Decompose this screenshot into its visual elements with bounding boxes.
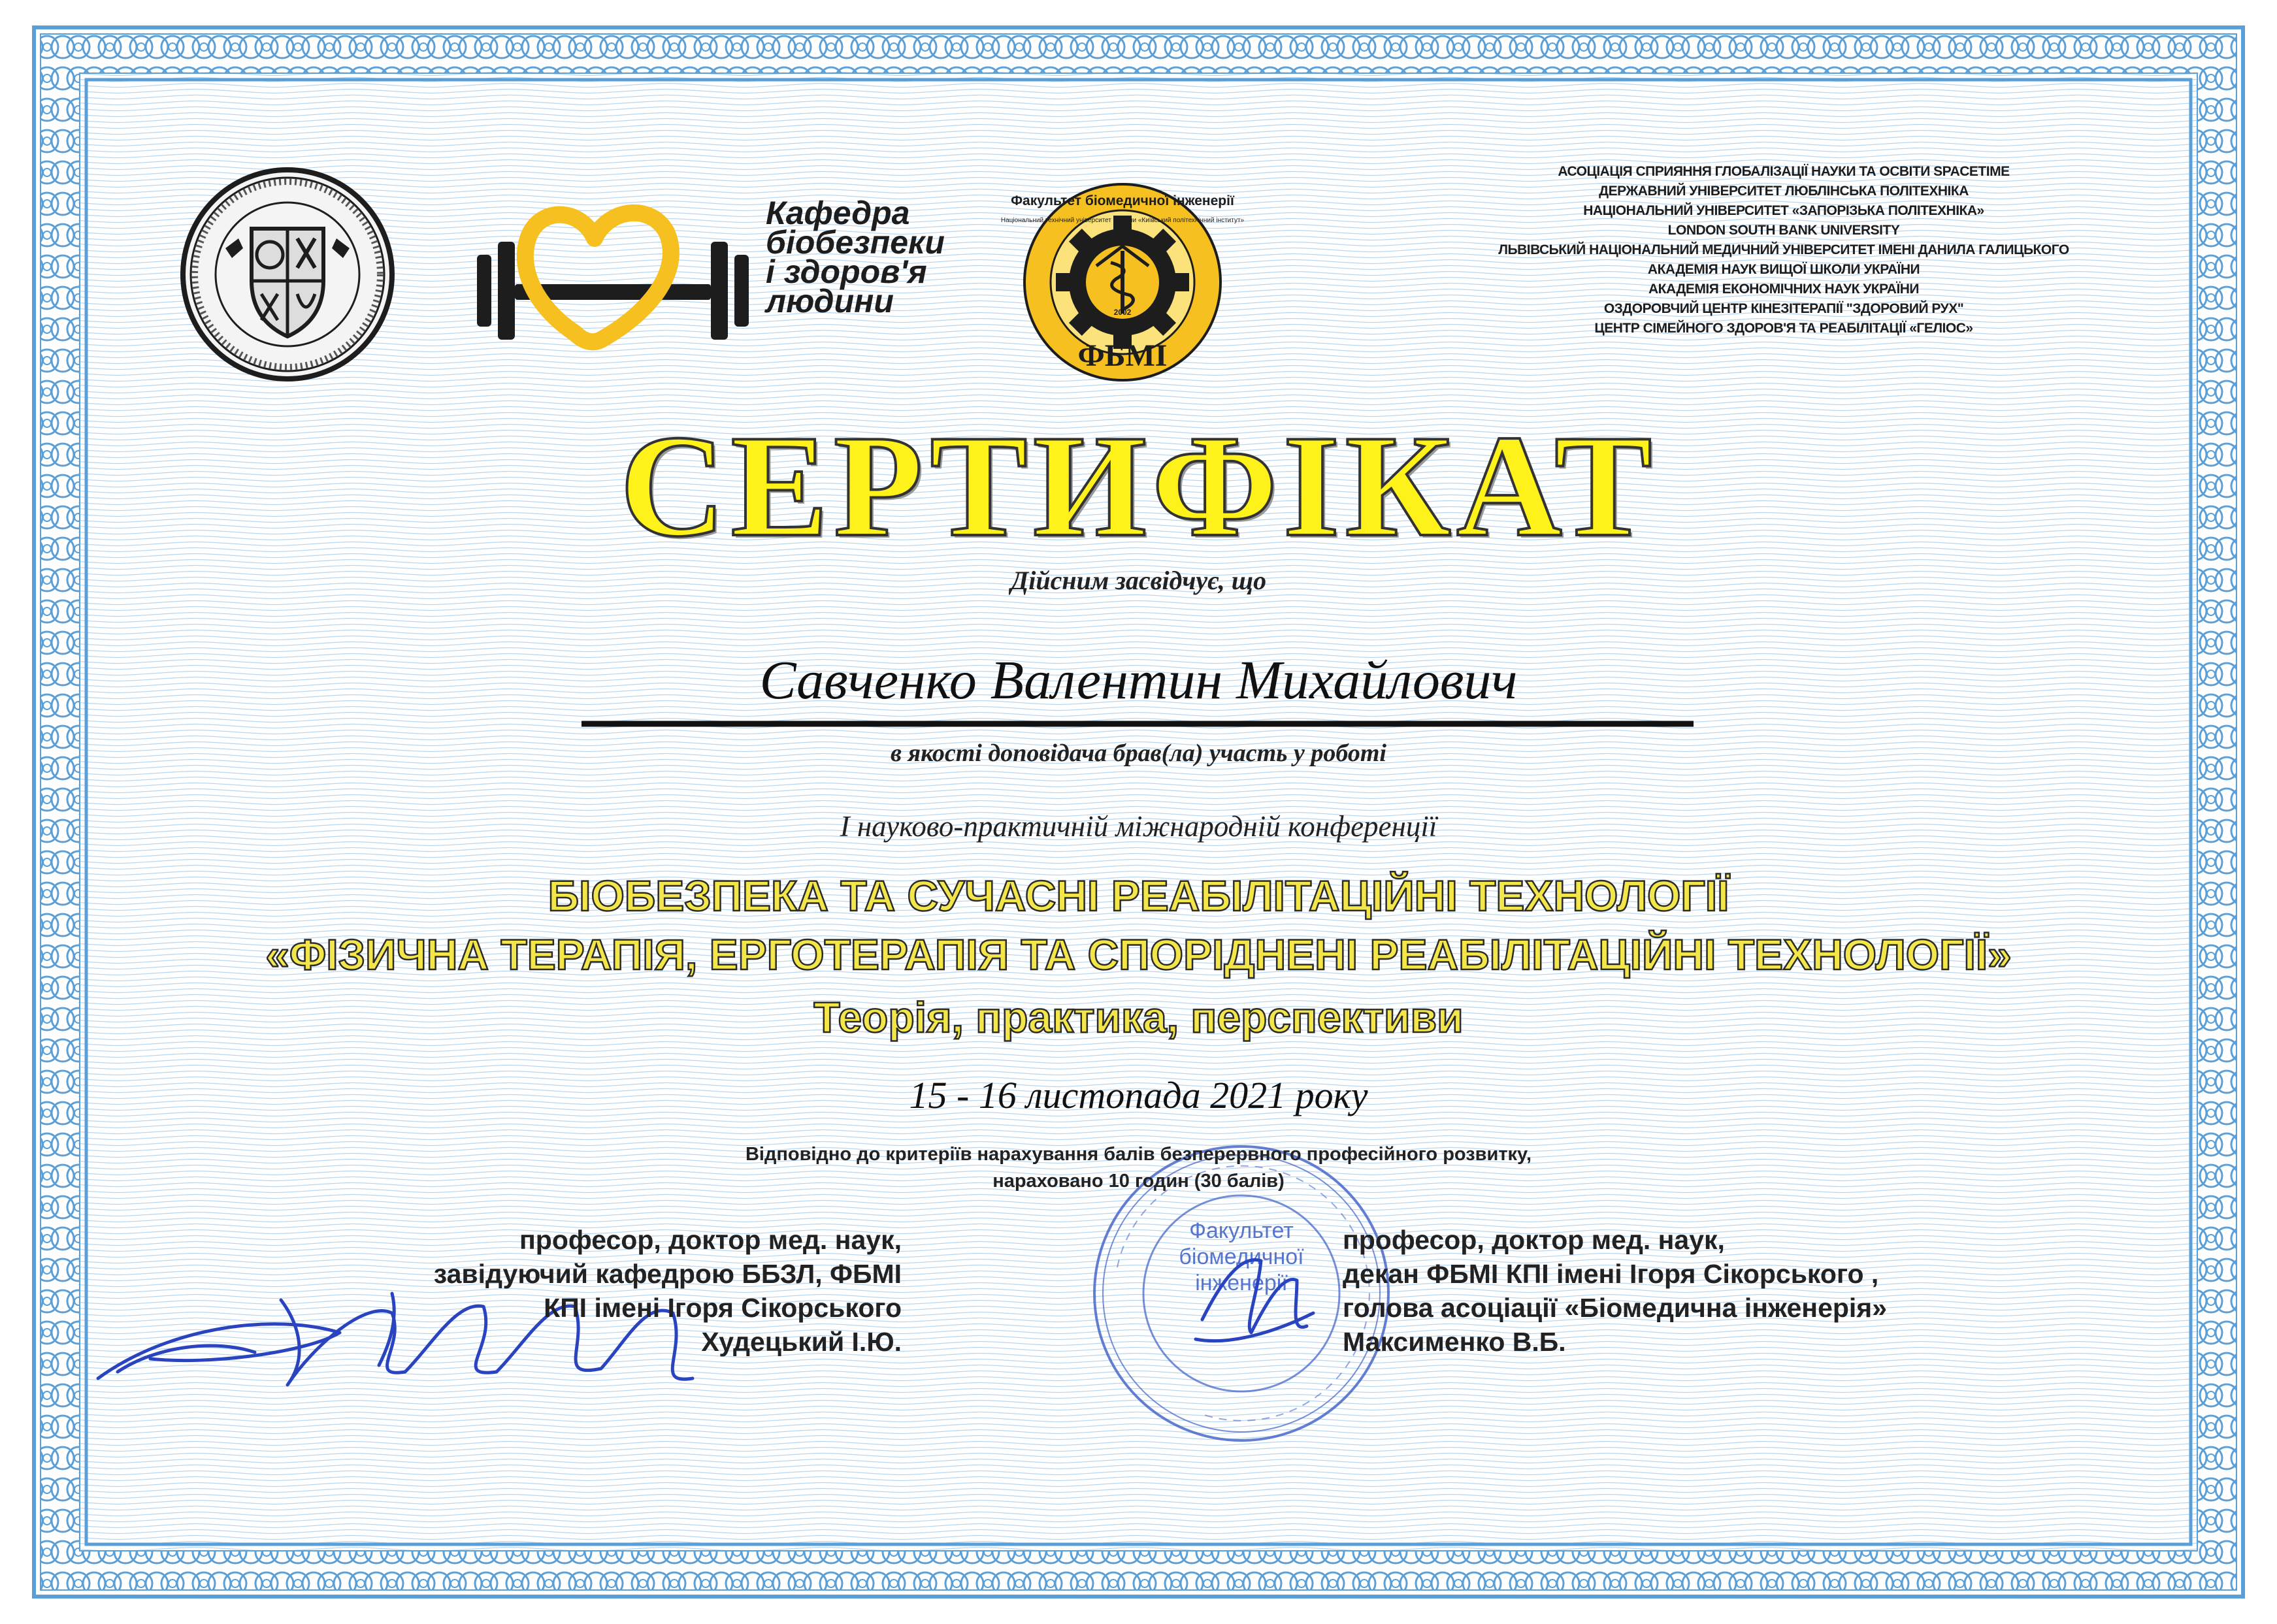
faculty-abbr: ФБМІ [1077,338,1168,373]
department-name [766,195,945,319]
right-signatory-association: голова асоціації «Біомедична інженерія» [1343,1293,1888,1323]
right-signatory-title: професор, доктор мед. наук, [1343,1225,1725,1255]
certifies-line: Дійсним засвідчує, що [1010,566,1267,595]
organization-item: ДЕРЖАВНИЙ УНІВЕРСИТЕТ ЛЮБЛІНСЬКА ПОЛІТЕХНІКА [1599,184,1969,199]
recipient-name: Савченко Валентин Михайлович [759,650,1518,711]
organization-item: АКАДЕМІЯ НАУК ВИЩОЇ ШКОЛИ УКРАЇНИ [1647,262,1920,277]
event-title-line-1: БІОБЕЗПЕКА ТА СУЧАСНІ РЕАБІЛІТАЦІЙНІ ТЕХНОЛОГІЇ [548,871,1729,920]
credits-line-2: нараховано 10 годин (30 балів) [992,1171,1285,1192]
university-emblem [183,170,392,379]
certificate-title: СЕРТИФІКАТ [619,405,1658,567]
organization-item: ЦЕНТР СІМЕЙНОГО ЗДОРОВ'Я ТА РЕАБІЛІТАЦІЇ «ГЕЛІОС» [1594,321,1973,336]
organization-item: АКАДЕМІЯ ЕКОНОМІЧНИХ НАУК УКРАЇНИ [1648,282,1919,297]
faculty-ring-university: Національний технічний університет України «Київський політехнічний інститут» [1000,217,1245,224]
event-title-line-2: «ФІЗИЧНА ТЕРАПІЯ, ЕРГОТЕРАПІЯ ТА СПОРІДНЕНІ РЕАБІЛІТАЦІЙНІ ТЕХНОЛОГІЇ» [265,930,2012,979]
right-signatory-position: декан ФБМІ КПІ імені Ігоря Сікорського , [1343,1259,1879,1289]
department-line: біобезпеки [766,224,945,261]
right-signatory-name: Максименко В.Б. [1343,1327,1566,1357]
left-signatory-name: Худецький І.Ю. [701,1327,902,1357]
organization-item: ОЗДОРОВЧИЙ ЦЕНТР КІНЕЗІТЕРАПІЇ "ЗДОРОВИЙ РУХ" [1603,301,1964,316]
organizations-list [1470,162,2097,338]
credits-line-1: Відповідно до критеріїв нарахування балів безперервного професійного розвитку, [745,1144,1532,1165]
faculty-ring-title: Факультет біомедичної інженерії [1011,193,1234,208]
left-signatory [434,1223,902,1359]
event-subtitle: Теорія, практика, перспективи [813,993,1464,1041]
organization-item: АСОЦІАЦІЯ СПРИЯННЯ ГЛОБАЛІЗАЦІЇ НАУКИ ТА ОСВІТИ SPACETIME [1558,164,2010,179]
organization-item: ЛЬВІВСЬКИЙ НАЦІОНАЛЬНИЙ МЕДИЧНИЙ УНІВЕРСИТЕТ ІМЕНІ ДАНИЛА ГАЛИЦЬКОГО [1498,242,2069,257]
stamp-center-line-1: Факультет [1189,1218,1294,1243]
department-line: людини [766,283,894,319]
participation-role: в якості доповідача брав(ла) участь у роботі [891,739,1386,767]
event-intro: І науково-практичній міжнародній конференції [840,810,1437,843]
organization-item: НАЦІОНАЛЬНИЙ УНІВЕРСИТЕТ «ЗАПОРІЗЬКА ПОЛІТЕХНІКА» [1583,203,1984,218]
event-dates: 15 - 16 листопада 2021 року [909,1074,1368,1116]
stamp-center-line-2: біомедичної [1179,1244,1304,1269]
faculty-year: 2002 [1113,308,1132,317]
stamp-center-line-3: інженерії [1195,1271,1288,1295]
left-signatory-institution: КПІ імені Ігоря Сікорського [544,1293,902,1323]
left-signatory-position: завідуючий кафедрою ББЗЛ, ФБМІ [433,1259,902,1289]
right-signatory [1343,1223,1887,1359]
organization-item: LONDON SOUTH BANK UNIVERSITY [1667,223,1900,238]
department-line: Кафедра [766,195,910,231]
department-line: і здоров'я [766,253,927,290]
left-signatory-title: професор, доктор мед. наук, [519,1225,902,1255]
